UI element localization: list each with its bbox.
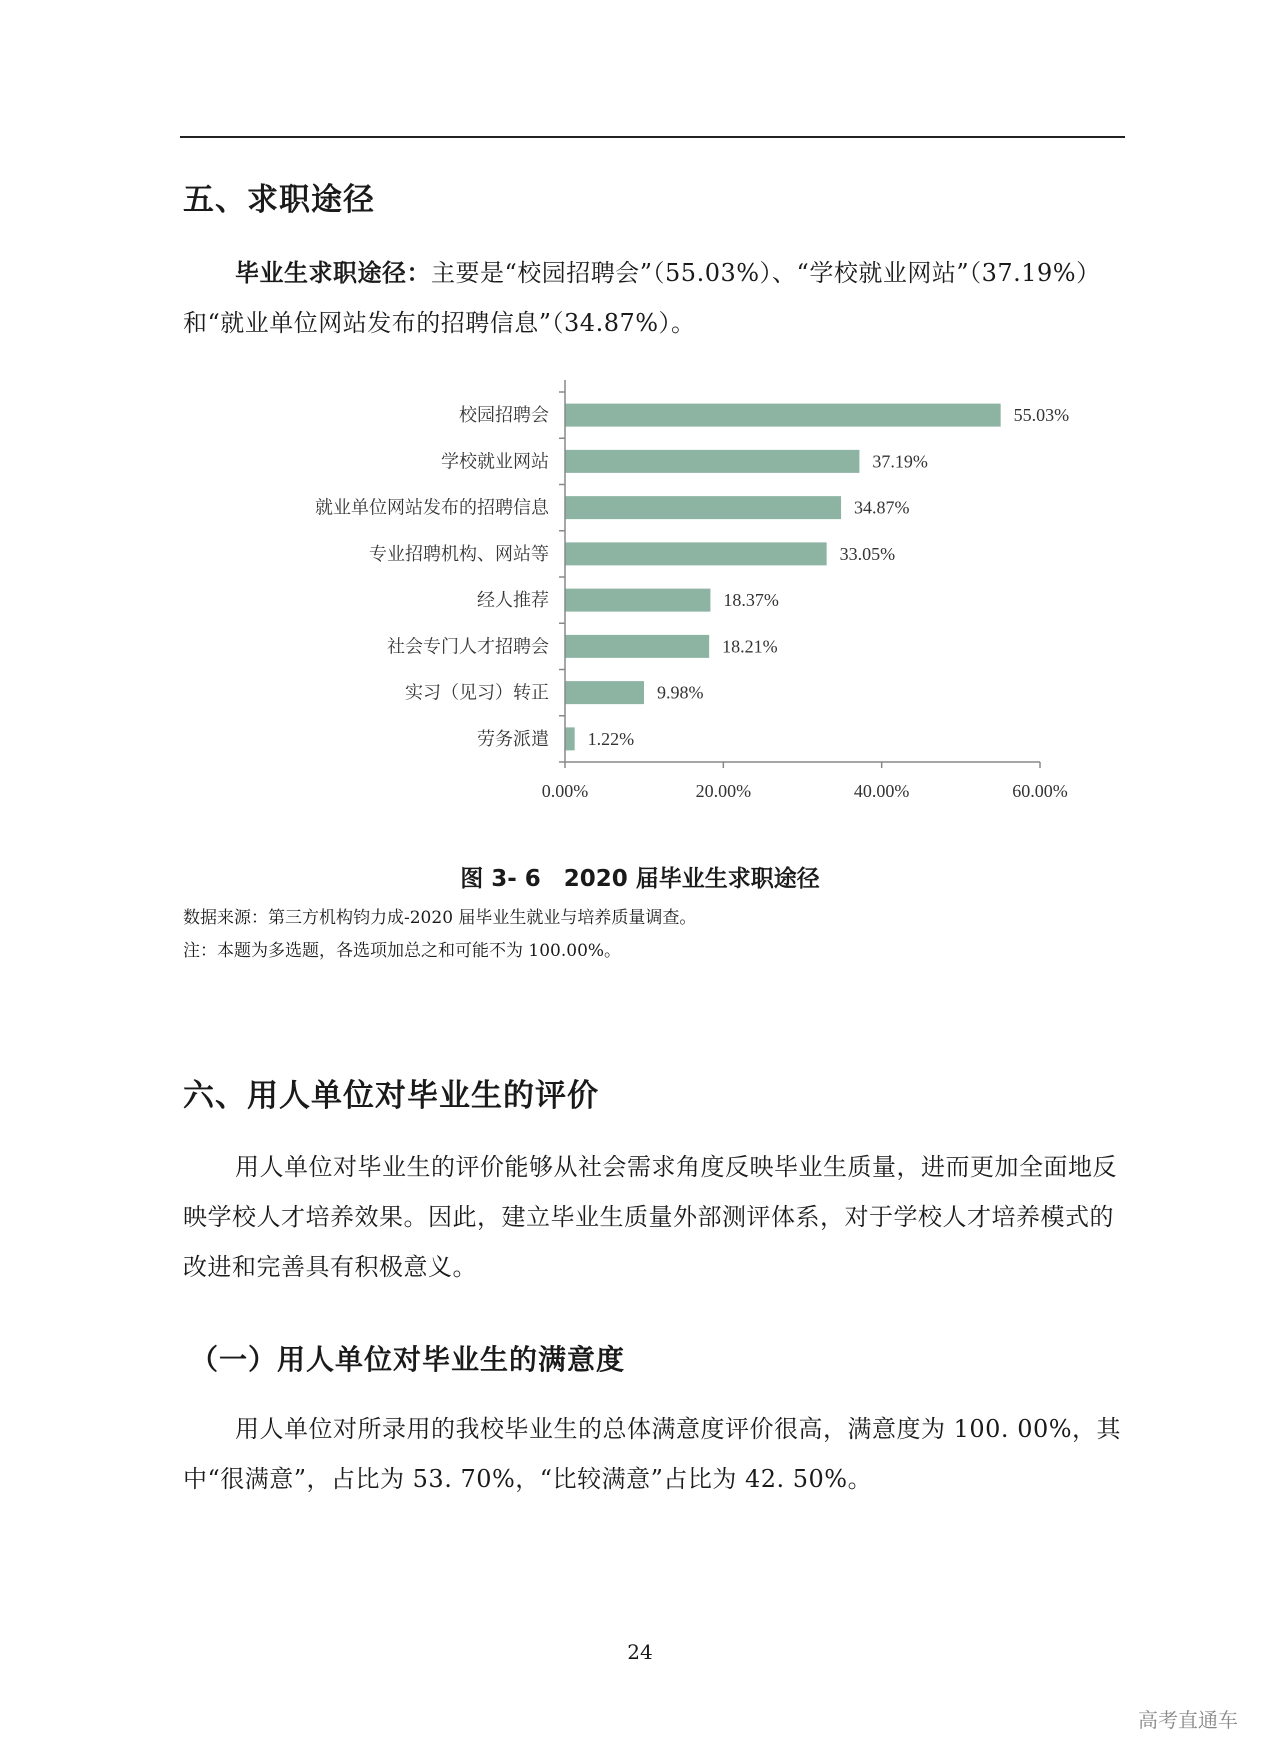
satisfaction-paragraph: 用人单位对所录用的我校毕业生的总体满意度评价很高，满意度为 100. 00%，其中“很满意”，占比为 53. 70%，“比较满意”占比为 42. 50%。: [183, 1415, 1122, 1493]
category-label: 专业招聘机构、网站等: [369, 543, 549, 565]
paragraph-lead: 毕业生求职途径：: [235, 259, 431, 287]
section-heading-employer-evaluation: 六、用人单位对毕业生的评价: [183, 1078, 599, 1114]
x-tick-label: 20.00%: [695, 781, 752, 801]
bar: [565, 727, 575, 750]
bar: [565, 589, 710, 612]
watermark: 高考直通车: [1138, 1708, 1238, 1732]
category-label: 校园招聘会: [459, 405, 549, 427]
data-label: 1.22%: [587, 728, 635, 749]
employer-evaluation-paragraph: 用人单位对毕业生的评价能够从社会需求角度反映毕业生质量，进而更加全面地反映学校人才培养效果。因此，建立毕业生质量外部测评体系，对于学校人才培养模式的改进和完善具有积极意义。: [183, 1153, 1117, 1281]
bar: [565, 542, 827, 565]
page-number: 24: [627, 1640, 653, 1664]
x-tick-label: 40.00%: [853, 781, 910, 801]
category-label: 学校就业网站: [441, 451, 549, 473]
figure-caption: 图 3- 6 2020 届毕业生求职途径: [460, 866, 820, 892]
header-rule: [180, 136, 1125, 138]
data-label: 34.87%: [854, 497, 910, 518]
bar: [565, 635, 709, 658]
category-label: 经人推荐: [477, 590, 549, 612]
bar: [565, 450, 859, 473]
category-label: 社会专门人才招聘会: [387, 636, 549, 658]
bar: [565, 681, 644, 704]
bar: [565, 496, 841, 519]
job-search-paragraph: [183, 248, 1125, 348]
section-heading-job-search: 五、求职途径: [183, 182, 375, 218]
x-tick-label: 60.00%: [1012, 781, 1068, 801]
figure-note: 注：本题为多选题，各选项加总之和可能不为 100.00%。: [183, 941, 622, 961]
category-label: 劳务派遣: [477, 728, 549, 750]
data-label: 9.98%: [657, 682, 704, 703]
job-search-bar-chart: [0, 380, 1280, 820]
bar: [565, 404, 1001, 427]
data-label: 18.21%: [722, 636, 778, 657]
data-label: 55.03%: [1013, 405, 1070, 426]
x-tick-label: 0.00%: [541, 781, 589, 801]
paragraph-body: 主要是“校园招聘会”（55.03%）、“学校就业网站”（37.19%）和“就业单位网站发布的招聘信息”（34.87%）。: [183, 259, 1101, 337]
data-label: 37.19%: [872, 451, 928, 472]
category-label: 就业单位网站发布的招聘信息: [315, 497, 549, 519]
data-label: 18.37%: [723, 590, 779, 611]
figure-source: 数据来源：第三方机构钧力成-2020 届毕业生就业与培养质量调查。: [183, 908, 697, 928]
data-label: 33.05%: [839, 543, 896, 564]
subsection-heading-satisfaction: （一）用人单位对毕业生的满意度: [190, 1343, 626, 1376]
category-label: 实习（见习）转正: [405, 682, 549, 704]
